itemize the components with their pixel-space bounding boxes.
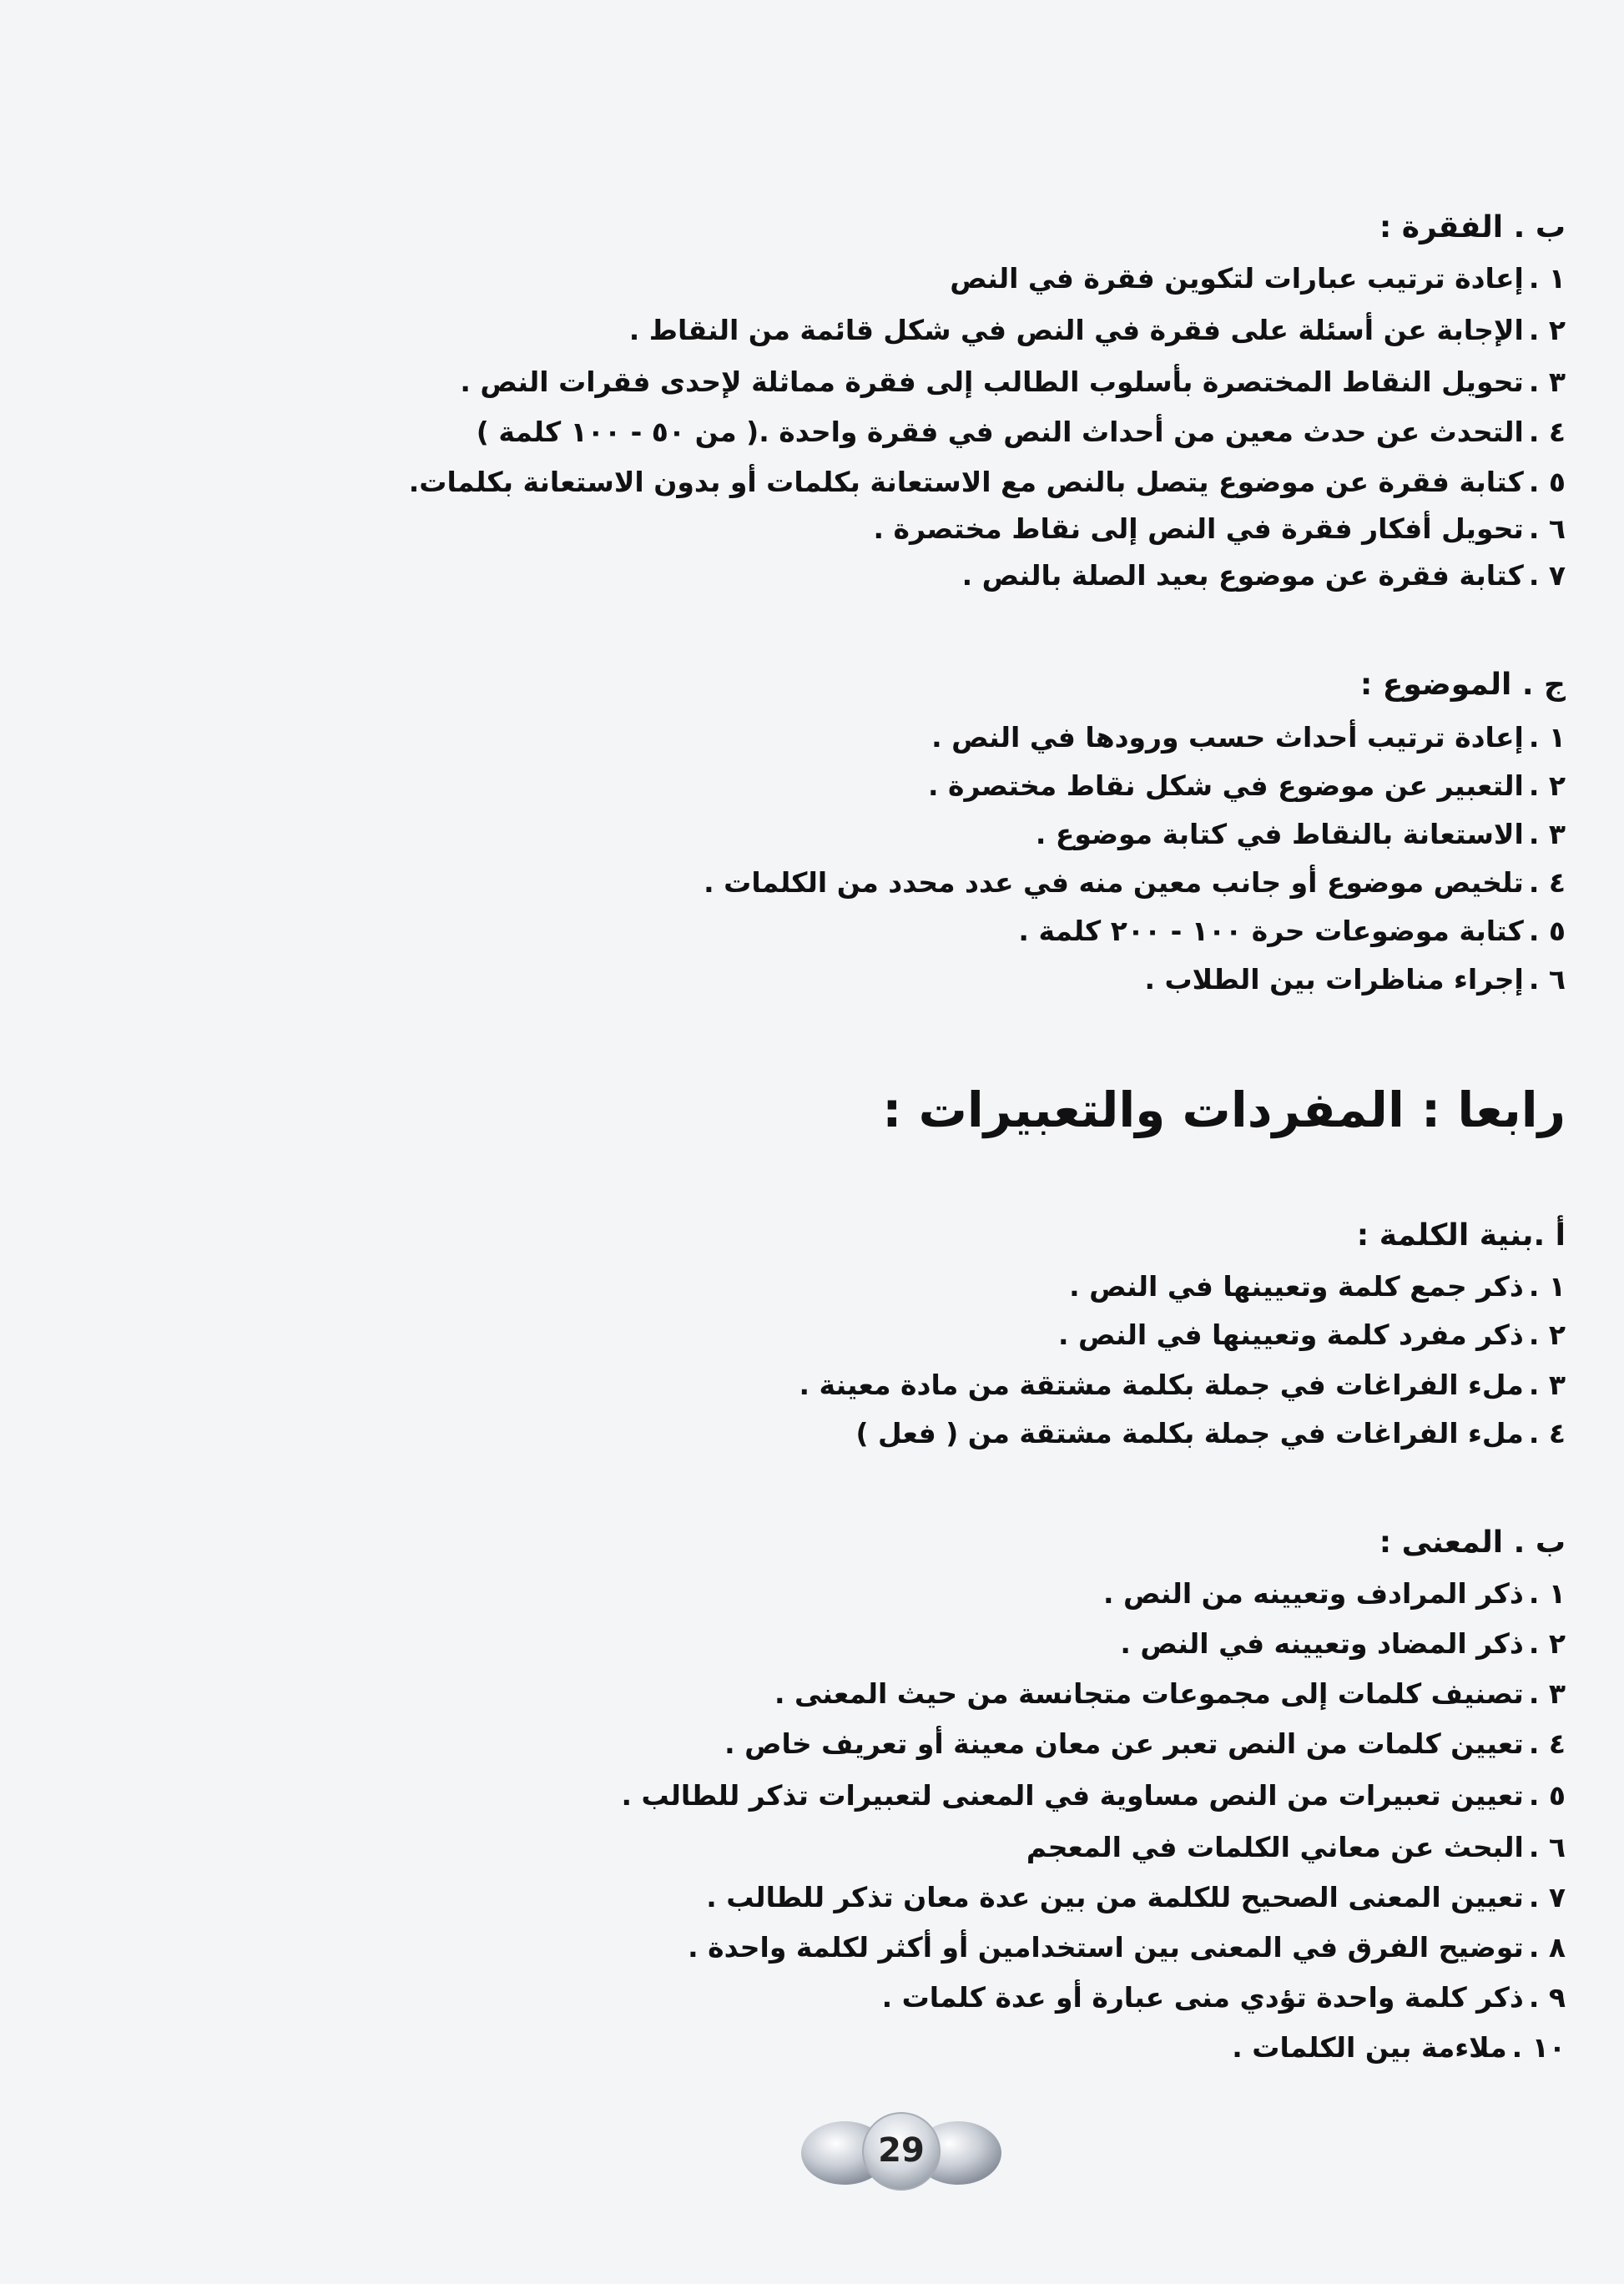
list-item: ٥ .تعيين تعبيرات من النص مساوية في المعنى لتعبيرات تذكر للطالب .: [621, 1779, 1566, 1812]
section-paragraph-title: ب . الفقرة :: [1379, 210, 1566, 245]
list-item: ٥ .كتابة فقرة عن موضوع يتصل بالنص مع الاستعانة بكلمات أو بدون الاستعانة بكلمات.: [408, 466, 1566, 498]
list-item: ٢ .ذكر المضاد وتعيينه في النص .: [1120, 1627, 1566, 1660]
list-item: ٩ .ذكر كلمة واحدة تؤدي منى عبارة أو عدة كلمات .: [881, 1981, 1566, 2014]
list-item: ٣ .تحويل النقاط المختصرة بأسلوب الطالب إلى فقرة مماثلة لإحدى فقرات النص .: [460, 366, 1566, 398]
list-item: ٤ .تعيين كلمات من النص تعبر عن معان معينة أو تعريف خاص .: [724, 1727, 1566, 1760]
list-item: ٢ .التعبير عن موضوع في شكل نقاط مختصرة .: [927, 769, 1566, 802]
list-item: ٣ .تصنيف كلمات إلى مجموعات متجانسة من حيث المعنى .: [774, 1677, 1566, 1710]
page-number: 29: [878, 2131, 925, 2170]
list-item: ٧ .تعيين المعنى الصحيح للكلمة من بين عدة معان تذكر للطالب .: [706, 1881, 1566, 1913]
list-item: ٦ .إجراء مناظرات بين الطلاب .: [1144, 963, 1566, 996]
list-item: ٤ .ملء الفراغات في جملة بكلمة مشتقة من ( فعل ): [855, 1417, 1566, 1450]
list-item: ١ .ذكر المرادف وتعيينه من النص .: [1102, 1577, 1566, 1610]
list-item: ١ .إعادة ترتيب عبارات لتكوين فقرة في النص: [950, 262, 1566, 295]
section-word-structure-title: أ .بنية الكلمة :: [1356, 1218, 1566, 1253]
list-item: ٢ .الإجابة عن أسئلة على فقرة في النص في شكل قائمة من النقاط .: [628, 314, 1566, 346]
list-item: ٥ .كتابة موضوعات حرة ١٠٠ - ٢٠٠ كلمة .: [1018, 915, 1566, 947]
list-item: ١ .إعادة ترتيب أحداث حسب ورودها في النص .: [931, 721, 1566, 754]
list-item: ٦ .البحث عن معاني الكلمات في المعجم: [1026, 1831, 1566, 1863]
list-item: ٨ .توضيح الفرق في المعنى بين استخدامين أو أكثر لكلمة واحدة .: [688, 1931, 1566, 1964]
list-item: ٢ .ذكر مفرد كلمة وتعيينها في النص .: [1057, 1318, 1566, 1351]
section-meaning-title: ب . المعنى :: [1379, 1525, 1566, 1560]
list-item: ٤ .التحدث عن حدث معين من أحداث النص في فقرة واحدة .( من ٥٠ - ١٠٠ كلمة ): [476, 416, 1566, 448]
list-item: ٧ .كتابة فقرة عن موضوع بعيد الصلة بالنص .: [961, 559, 1566, 592]
heading-vocabulary: رابعا : المفردات والتعبيرات :: [882, 1081, 1566, 1138]
section-topic-title: ج . الموضوع :: [1359, 668, 1566, 702]
list-item: ١ .ذكر جمع كلمة وتعيينها في النص .: [1069, 1270, 1566, 1303]
list-item: ٤ .تلخيص موضوع أو جانب معين منه في عدد محدد من الكلمات .: [704, 866, 1566, 899]
list-item: ١٠ .ملاءمة بين الكلمات .: [1232, 2031, 1566, 2064]
list-item: ٦ .تحويل أفكار فقرة في النص إلى نقاط مختصرة .: [873, 512, 1566, 545]
list-item: ٣ .ملء الفراغات في جملة بكلمة مشتقة من مادة معينة .: [799, 1369, 1566, 1401]
page-number-badge: [793, 2111, 1010, 2191]
list-item: ٣ .الاستعانة بالنقاط في كتابة موضوع .: [1035, 818, 1566, 850]
